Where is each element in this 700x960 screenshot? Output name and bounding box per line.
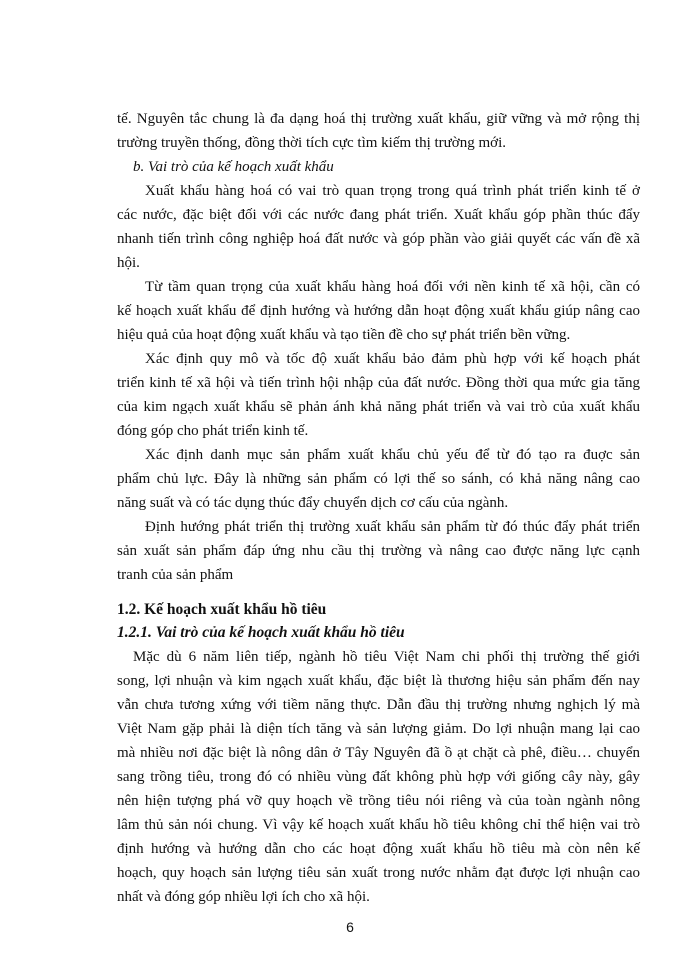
paragraph-line: Từ tầm quan trọng của xuất khẩu hàng hoá đối với nền kinh tế xã hội, cần có	[145, 279, 640, 295]
paragraph-line: năng suất và có tác dụng thúc đẩy chuyển dịch cơ cấu của ngành.	[117, 495, 509, 511]
paragraph-line: phẩm chủ lực. Đây là những sản phẩm có lợi thế so sánh, có khả năng nâng cao	[117, 471, 640, 487]
paragraph-line: hoạch, quy hoạch sản lượng tiêu sản xuất trong nước nhằm đạt được lợi nhuận cao	[117, 865, 640, 881]
paragraph-line: kế hoạch xuất khẩu để định hướng và hướng dẫn hoạt động xuất khẩu giúp nâng cao	[117, 303, 640, 319]
paragraph-line: của kim ngạch xuất khẩu sẽ phản ánh khả năng phát triển và vai trò của xuất khẩu	[117, 399, 640, 415]
paragraph-line: Xác định quy mô và tốc độ xuất khẩu bảo đảm phù hợp với kế hoạch phát	[145, 351, 640, 367]
paragraph-line: sang trồng tiêu, trong đó có nhiều vùng đất không phù hợp với giống cây này, gây	[117, 769, 640, 785]
paragraph-line: lâm thủ sản nói chung. Vì vậy kế hoạch xuất khẩu hồ tiêu không chỉ thể hiện vai trò	[117, 817, 640, 833]
paragraph-line: hội.	[117, 255, 140, 271]
paragraph-line: nhanh tiến trình công nghiệp hoá đất nước và góp phần vào giải quyết các vấn đề xã	[117, 231, 640, 247]
paragraph-line: triển kinh tế xã hội và tiến trình hội nhập của đất nước. Đồng thời qua mức gia tăng	[117, 375, 640, 391]
section-heading-b: b. Vai trò của kế hoạch xuất khẩu	[133, 159, 334, 175]
paragraph-line: Mặc dù 6 năm liên tiếp, ngành hồ tiêu Việt Nam chi phối thị trường thế giới	[133, 649, 640, 665]
paragraph-line: Xác định danh mục sản phẩm xuất khẩu chủ yếu để từ đó tạo ra đuợc sản	[145, 447, 640, 463]
paragraph-line: sản xuất sản phẩm đáp ứng nhu cầu thị trường và nâng cao được năng lực cạnh	[117, 543, 640, 559]
subsection-heading-1-2-1: 1.2.1. Vai trò của kế hoạch xuất khẩu hồ tiêu	[117, 624, 405, 641]
paragraph-line: hiệu quả của hoạt động xuất khẩu và tạo tiền đề cho sự phát triển bền vững.	[117, 327, 571, 343]
section-heading-1-2: 1.2. Kế hoạch xuất khẩu hồ tiêu	[117, 601, 327, 618]
paragraph-line: các nước, đặc biệt đối với các nước đang phát triển. Xuất khẩu góp phần thúc đẩy	[117, 207, 640, 223]
paragraph-line: định hướng và hướng dẫn cho các hoạt động xuất khẩu hồ tiêu mà còn nên kế	[117, 841, 640, 857]
paragraph-line: tế. Nguyên tắc chung là đa dạng hoá thị trường xuất khẩu, giữ vững và mở rộng thị	[117, 111, 640, 127]
paragraph-line: trường truyền thống, đồng thời tích cực tìm kiếm thị trường mới.	[117, 135, 506, 151]
paragraph-line: đóng góp cho phát triển kinh tế.	[117, 423, 309, 439]
paragraph-line: Việt Nam gặp phải là diện tích tăng và sản lượng giảm. Do lợi nhuận mang lại cao	[117, 721, 640, 737]
paragraph-line: nên hiện tượng phá vỡ quy hoạch về trồng tiêu nói riêng và của toàn ngành nông	[117, 793, 640, 809]
page-number: 6	[346, 919, 354, 935]
paragraph-line: nhất và đóng góp nhiều lợi ích cho xã hội.	[117, 889, 370, 905]
paragraph-line: tranh của sản phẩm	[117, 567, 234, 583]
paragraph-line: vẫn chưa tương xứng với tiềm năng thực. Dẫn đầu thị trường nhưng nghịch lý mà	[117, 697, 640, 713]
paragraph-line: song, lợi nhuận và kim ngạch xuất khẩu, đặc biệt là thương hiệu sản phẩm đến nay	[117, 673, 640, 689]
paragraph-line: Xuất khẩu hàng hoá có vai trò quan trọng trong quá trình phát triển kinh tế ở	[145, 183, 640, 199]
paragraph-line: Định hướng phát triển thị trường xuất khẩu sản phẩm từ đó thúc đẩy phát triển	[145, 519, 640, 535]
paragraph-line: mà nhiều nơi đặc biệt là nông dân ở Tây Nguyên đã ồ ạt chặt cà phê, điều… chuyển	[117, 745, 640, 761]
